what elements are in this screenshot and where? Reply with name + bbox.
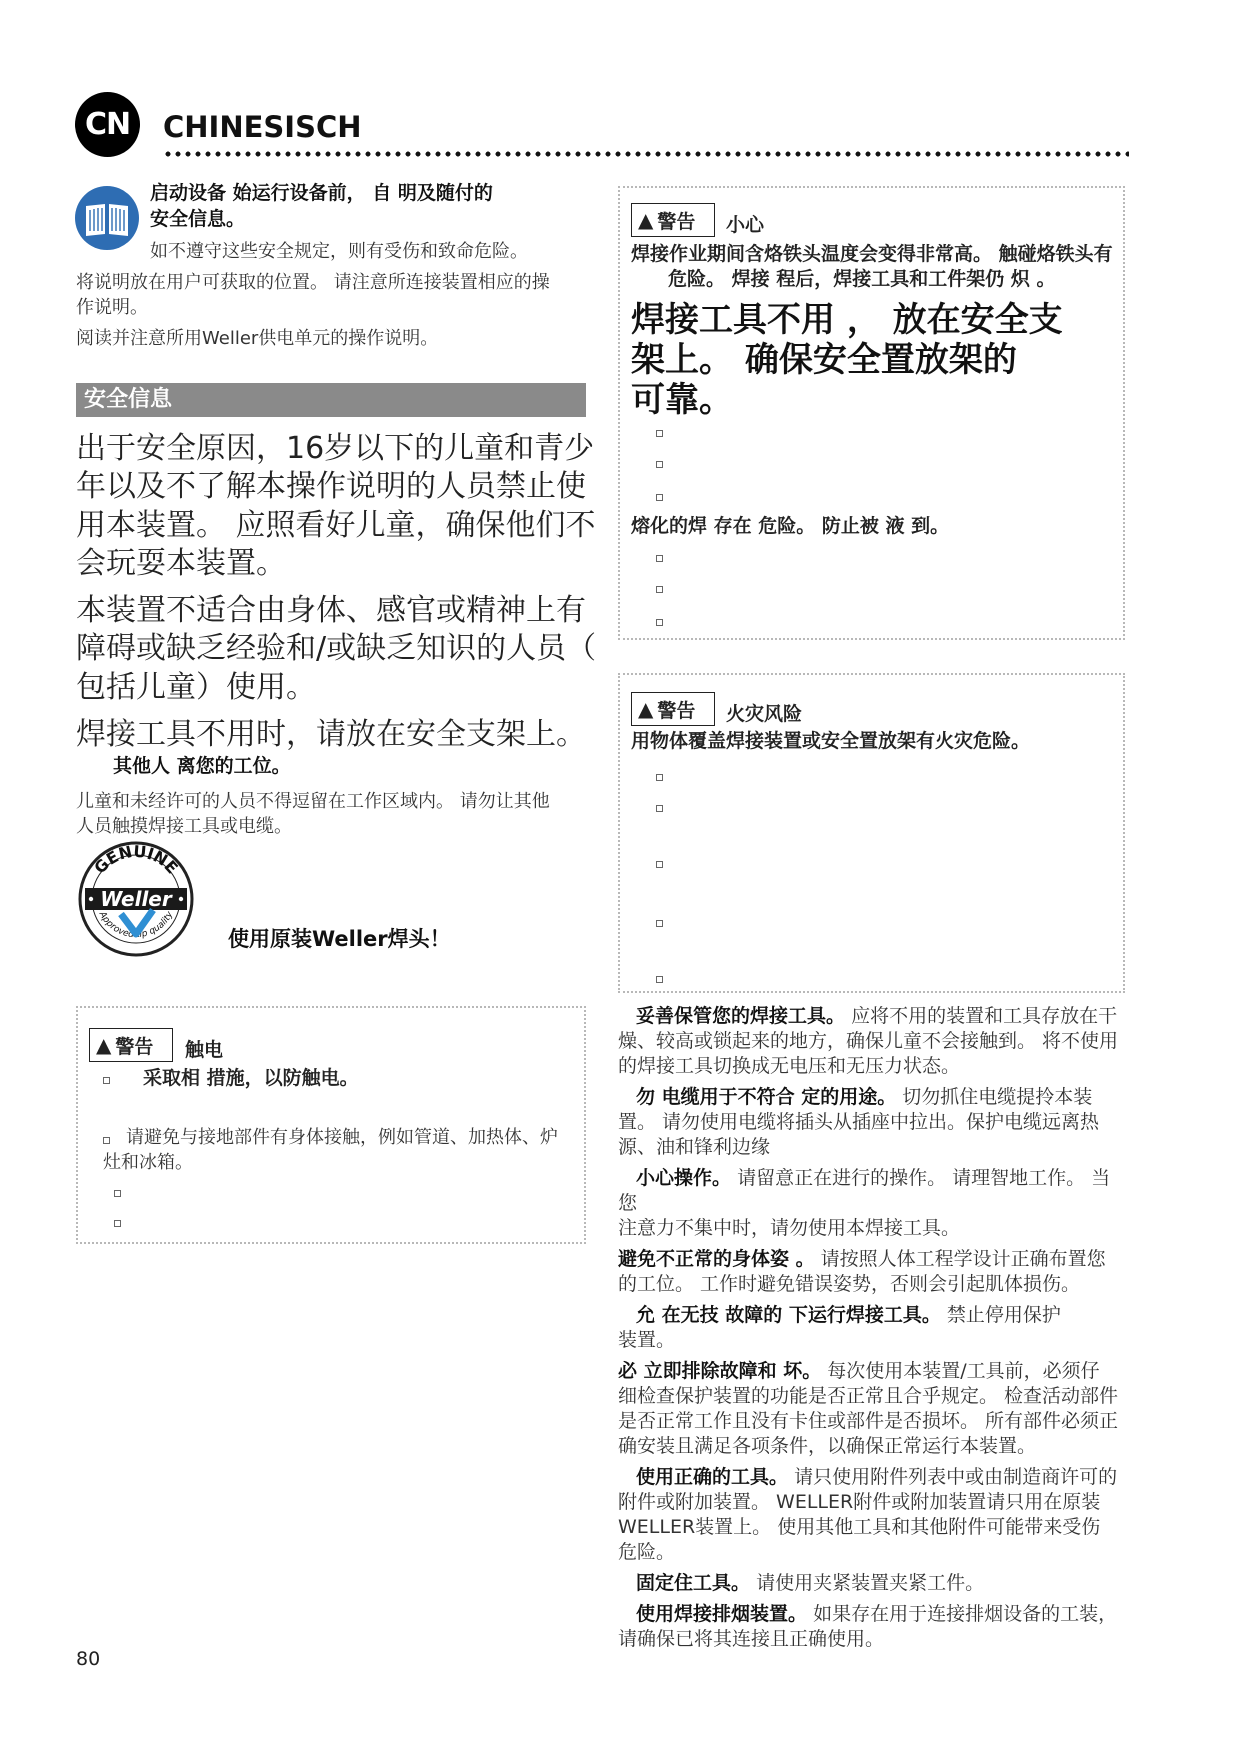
warning-caution-big1: 焊接工具不用 ， 放在安全支 — [631, 300, 1063, 340]
safety-text-line: 用本装置。 应照看好儿童，确保他们不 — [76, 508, 596, 543]
para-line: 危险。 — [618, 1541, 676, 1563]
para-line: 请只使用附件列表中或由制造商许可的 — [794, 1466, 1118, 1488]
para-line: 请留意正在进行的操作。 请理智地工作。 当您 — [618, 1167, 1111, 1214]
warning-caution-text3: 熔化的焊 存在 危险。 防止被 液 到。 — [631, 515, 950, 537]
language-title: CHINESISCH — [163, 110, 362, 144]
warning-label-text: 警告 — [657, 210, 696, 233]
warning-fire-text1: 用物体覆盖焊接装置或安全置放架有火灾危险。 — [631, 730, 1031, 752]
intro-warning-text: 如不遵守这些安全规定，则有受伤和致命危险。 — [150, 241, 528, 262]
page-number: 80 — [76, 1648, 101, 1670]
warning-triangle-icon: ▲ — [638, 208, 654, 232]
bullet-square — [656, 976, 663, 983]
para-line: 请使用夹紧装置夹紧工件。 — [756, 1572, 985, 1594]
para-line: 源、油和锋利边缘 — [618, 1136, 771, 1158]
para-bold-title: 避免不正常的身体姿 。 — [618, 1248, 815, 1270]
safety-text-line: 包括儿童）使用。 — [76, 670, 316, 705]
warning-electric-line3: 灶和冰箱。 — [103, 1152, 193, 1173]
para-line: WELLER装置上。 使用其他工具和其他附件可能带来受伤 — [618, 1516, 1101, 1538]
bullet-square — [656, 555, 663, 562]
para-line: 装置。 — [618, 1329, 676, 1351]
para-line: 如果存在用于连接排烟设备的工装， — [813, 1603, 1118, 1625]
safety-text-line: 本装置不适合由身体、感官或精神上有 — [76, 593, 586, 628]
warning-triangle-icon: ▲ — [96, 1033, 112, 1057]
svg-text:Approved tip quality: Approved tip quality — [96, 910, 176, 941]
para-line: 确安装且满足各项条件，以确保正常运行本装置。 — [618, 1435, 1037, 1457]
manual-book-icon — [75, 186, 139, 250]
right-paragraph-block — [618, 1004, 1128, 1652]
para-line: 燥、较高或锁起来的地方，确保儿童不会接触到。 将不使用 — [618, 1030, 1119, 1052]
safety-text-line: 焊接工具不用时，请放在安全支架上。 — [76, 717, 586, 752]
para-bold-title: 使用正确的工具。 — [636, 1466, 789, 1488]
warning-label — [631, 692, 715, 726]
para-bold-title: 使用焊接排烟装置。 — [636, 1603, 808, 1625]
warning-caution-text1: 焊接作业期间含烙铁头温度会变得非常高。 触碰烙铁头有 — [631, 243, 1113, 265]
intro-para2-line1: 将说明放在用户可获取的位置。 请注意所连接装置相应的操 — [76, 272, 550, 293]
safety-text-line: 会玩耍本装置。 — [76, 546, 286, 581]
bullet-square — [656, 920, 663, 927]
bullet-square — [114, 1190, 121, 1197]
others-text-line2: 人员触摸焊接工具或电缆。 — [76, 816, 292, 837]
para-bold-title: 妥善保管您的焊接工具。 — [636, 1005, 846, 1027]
correct-tools-para — [618, 1465, 1128, 1565]
others-text-line1: 儿童和未经许可的人员不得逗留在工作区域内。 请勿让其他 — [76, 791, 550, 812]
careful-para — [618, 1166, 1128, 1241]
para-line: 禁止停用保护 — [946, 1304, 1061, 1326]
warning-caution-text2: 危险。 焊接 程后，焊接工具和工件架仍 炽 。 — [668, 268, 1056, 290]
intro-para3: 阅读并注意所用Weller供电单元的操作说明。 — [76, 328, 439, 349]
bullet-square — [656, 861, 663, 868]
para-bold-title: 必 立即排除故障和 坏。 — [618, 1360, 822, 1382]
para-line: 置。 请勿使用电缆将插头从插座中拉出。保护电缆远离热 — [618, 1111, 1100, 1133]
para-line: 细检查保护装置的功能是否正常且合乎规定。 检查活动部件 — [618, 1385, 1119, 1407]
others-title: 其他人 离您的工位。 — [113, 755, 291, 777]
bullet-square — [103, 1077, 110, 1084]
warning-caution-big3: 可靠。 — [631, 380, 733, 420]
para-bold-title: 固定住工具。 — [636, 1572, 751, 1594]
para-bold-title: 允 在无技 故障的 下运行焊接工具。 — [636, 1304, 941, 1326]
para-bold-title: 勿 电缆用于不符合 定的用途。 — [636, 1086, 897, 1108]
safety-text-line: 出于安全原因，16岁以下的儿童和青少 — [76, 431, 595, 466]
warning-caution-big2: 架上。 确保安全置放架的 — [631, 340, 1017, 380]
warning-electric-title: 触电 — [185, 1039, 224, 1061]
safety-text-line: 障碍或缺乏经验和/或缺乏知识的人员（ — [76, 631, 597, 666]
bullet-square — [656, 461, 663, 468]
safety-text-line: 年以及不了解本操作说明的人员禁止使 — [76, 469, 586, 504]
para-bold-title: 小心操作。 — [636, 1167, 732, 1189]
para-line: 的焊接工具切换成无电压和无压力状态。 — [618, 1055, 961, 1077]
bullet-square — [103, 1137, 110, 1144]
posture-para — [618, 1247, 1128, 1297]
intro-para2-line2: 作说明。 — [76, 297, 148, 318]
genuine-tip-caption: 使用原装Weller焊头！ — [228, 927, 451, 951]
bullet-square — [656, 586, 663, 593]
language-badge: CN — [75, 92, 140, 157]
warning-fire-title: 火灾风险 — [726, 703, 803, 725]
section-title: 安全信息 — [84, 387, 173, 412]
warning-label-text: 警告 — [657, 699, 696, 722]
warning-label — [631, 203, 715, 237]
genuine-weller-seal-icon — [77, 840, 195, 958]
warning-triangle-icon: ▲ — [638, 697, 654, 721]
para-line: 切勿抓住电缆提拎本装 — [902, 1086, 1093, 1108]
para-line: 附件或附加装置。 WELLER附件或附加装置请只用在原装 — [618, 1491, 1101, 1513]
warning-electric-line2: 请避免与接地部件有身体接触，例如管道、加热体、炉 — [126, 1127, 558, 1148]
care-tools-para — [618, 1004, 1128, 1079]
warning-electric-line1: 采取相 措施，以防触电。 — [143, 1067, 359, 1089]
para-line: 每次使用本装置/工具前，必须仔 — [827, 1360, 1100, 1382]
fume-extraction-para — [618, 1602, 1128, 1652]
fault-free-para — [618, 1303, 1128, 1353]
repair-para — [618, 1359, 1128, 1459]
bullet-square — [656, 619, 663, 626]
cable-para — [618, 1085, 1128, 1160]
warning-label-text: 警告 — [115, 1035, 154, 1058]
bullet-square — [114, 1220, 121, 1227]
para-line: 的工位。 工作时避免错误姿势，否则会引起肌体损伤。 — [618, 1273, 1081, 1295]
bullet-square — [656, 805, 663, 812]
warning-caution-title: 小心 — [726, 214, 765, 236]
para-line: 注意力不集中时，请勿使用本焊接工具。 — [618, 1217, 961, 1239]
bullet-square — [656, 494, 663, 501]
bullet-square — [656, 774, 663, 781]
svg-text:GENUINE: GENUINE — [90, 841, 182, 878]
header-dotted-divider — [163, 150, 1129, 158]
para-line: 是否正常工作且没有卡住或部件是否损坏。 所有部件必须正 — [618, 1410, 1119, 1432]
para-line: 应将不用的装置和工具存放在干 — [851, 1005, 1118, 1027]
warning-label — [89, 1028, 173, 1062]
svg-text:Weller: Weller — [100, 887, 172, 911]
intro-title-line2: 安全信息。 — [150, 208, 246, 230]
bullet-square — [656, 430, 663, 437]
intro-title-line1: 启动设备 始运行设备前， 自 明及随付的 — [150, 182, 493, 204]
para-line: 请按照人体工程学设计正确布置您 — [820, 1248, 1106, 1270]
para-line: 请确保已将其连接且正确使用。 — [618, 1628, 885, 1650]
fix-tool-para — [618, 1571, 1128, 1596]
